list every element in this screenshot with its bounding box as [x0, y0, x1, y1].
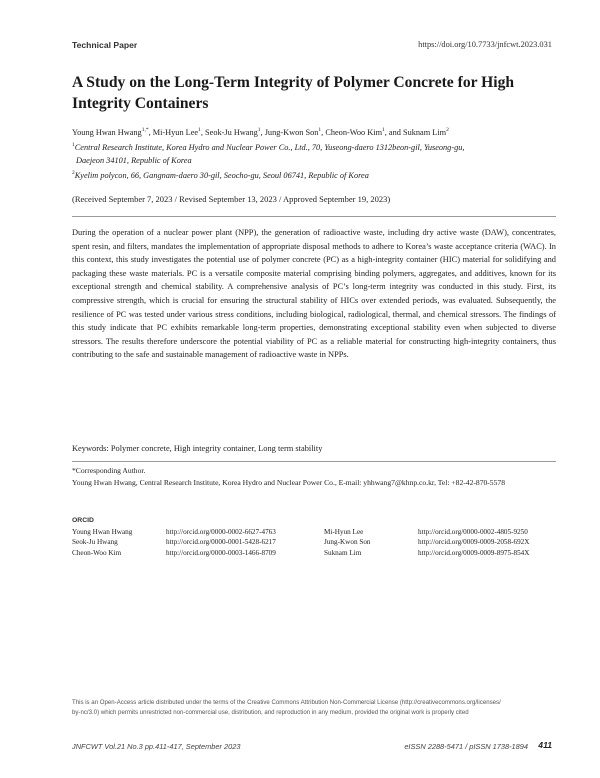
author-list [72, 124, 562, 139]
orcid-list-right [324, 527, 529, 558]
orcid-link[interactable]: http://orcid.org/0000-0003-1466-8709 [166, 548, 276, 557]
corresponding-details: Young Hwan Hwang, Central Research Institute, Korea Hydro and Nuclear Power Co., E-mail: yhhwang7@khnp.co.kr, Tel: +82-42-870-5578 [72, 477, 505, 487]
orcid-row [72, 548, 276, 558]
divider-bottom [72, 461, 556, 462]
author-name: Cheon-Woo Kim [325, 127, 383, 137]
orcid-row [324, 527, 529, 537]
license-line: This is an Open-Access article distributed under the terms of the Creative Commons Attribution Non-Commercial License (http://creativecommons.org/licenses/ [72, 699, 501, 706]
paper-title: A Study on the Long-Term Integrity of Polymer Concrete for High Integrity Containers [72, 74, 515, 112]
doi-link[interactable]: https://doi.org/10.7733/jnfcwt.2023.031 [418, 40, 552, 49]
affiliation-1-continued: Daejeon 34101, Republic of Korea [76, 155, 192, 165]
issn-info: eISSN 2288-5471 / pISSN 1738-1894 [404, 742, 528, 751]
author-name: Jung-Kwon Son [264, 127, 319, 137]
affiliation-mark: 1 [72, 141, 75, 148]
orcid-link[interactable]: http://orcid.org/0009-0009-2058-692X [418, 538, 530, 547]
author-separator: , [200, 127, 206, 137]
corresponding-author [72, 465, 556, 488]
author-affiliation-mark: 1 [198, 127, 201, 133]
author-affiliation-mark: 1,* [141, 127, 149, 133]
abstract-text: During the operation of a nuclear power plant (NPP), the generation of radioactive waste, including dry active waste (DAW), concentrates, spent resin, and filters, mandates the implementation of appropriate disposal methods to adhere to Korea’s waste acceptance criteria (WAC). In this context, this study investigates the potential use of polymer concrete (PC) as a high-integrity container (HIC) material for solidifying and packaging these waste materials. PC is a versatile composite material comprising binding polymers, aggregates, and additives, known for its exceptional strength and chemical stability. A comprehensive analysis of PC’s long-term integrity was conducted in this study. First, its compressive strength, which is crucial for ensuring the structural stability of HICs over extended periods, was evaluated. Subsequently, the resilience of PC was tested under various stress conditions, including biological, radiological, thermal, and chemical stressors. The findings of this study indicate that PC exhibits remarkable long-term properties, demonstrating exceptional stability even when subjected to diverse stressors. The results therefore underscore the potential viability of PC as a reliable material for constructing high-integrity containers, thus contributing to the safe and sustainable management of radioactive waste in NPPs. [72, 228, 556, 360]
orcid-author-name: Suknam Lim [324, 548, 362, 557]
orcid-author-name: Mi-Hyun Lee [324, 528, 364, 536]
author-name: Young Hwan Hwang [72, 127, 142, 137]
orcid-list-left [72, 527, 276, 558]
license-line: by-nc/3.0) which permits unrestricted non-commercial use, distribution, and reproduction in any medium, provided the original work is properly cited [72, 708, 469, 716]
author-name: Mi-Hyun Lee [152, 127, 199, 137]
affiliation-text: Kyelim polycon, 66, Gangnam-daero 30-gil, Seocho-gu, Seoul 06741, Republic of Korea [74, 170, 369, 180]
journal-citation: JNFCWT Vol.21 No.3 pp.411-417, September 2023 [72, 742, 241, 751]
author-separator: , [260, 127, 265, 137]
page-number: 411 [538, 740, 552, 750]
author-name: Seok-Ju Hwang [205, 127, 258, 137]
orcid-author-name: Young Hwan Hwang [72, 528, 133, 536]
author-name: Suknam Lim [402, 127, 447, 137]
affiliation-2 [72, 167, 562, 182]
author-affiliation-mark: 2 [446, 127, 449, 133]
divider-top [72, 216, 556, 217]
orcid-row [324, 548, 529, 558]
author-affiliation-mark: 1 [382, 127, 385, 133]
author-affiliation-mark: 1 [318, 127, 322, 133]
author-separator: , and [384, 127, 403, 137]
orcid-link[interactable]: http://orcid.org/0000-0002-4805-9250 [418, 528, 528, 536]
affiliation-1 [72, 139, 562, 154]
orcid-link[interactable]: http://orcid.org/0009-0009-8975-854X [418, 548, 530, 557]
corresponding-label: *Corresponding Author. [72, 466, 146, 475]
orcid-link[interactable]: http://orcid.org/0000-0002-6627-4763 [166, 528, 276, 536]
affiliation-text: Central Research Institute, Korea Hydro and Nuclear Power Co., Ltd., 70, Yuseong-daero 1312beon-gil, Yuseong-gu, [74, 142, 465, 152]
author-separator: , [148, 127, 153, 137]
license-notice [72, 698, 556, 717]
paper-type-label: Technical Paper [72, 40, 138, 50]
orcid-row [72, 527, 276, 537]
orcid-row [72, 537, 276, 547]
author-block [72, 124, 562, 181]
orcid-author-name: Seok-Ju Hwang [72, 538, 118, 547]
author-separator: , [321, 127, 326, 137]
orcid-row [324, 537, 529, 547]
keywords: Keywords: Polymer concrete, High integrity container, Long term stability [72, 444, 323, 453]
orcid-author-name: Jung-Kwon Son [324, 538, 371, 547]
submission-dates: (Received September 7, 2023 / Revised September 13, 2023 / Approved September 19, 2023) [72, 194, 391, 204]
author-affiliation-mark: 1 [257, 127, 261, 133]
orcid-author-name: Cheon-Woo Kim [72, 548, 122, 557]
orcid-link[interactable]: http://orcid.org/0000-0001-5428-6217 [166, 538, 276, 547]
affiliation-mark: 2 [72, 169, 75, 176]
orcid-heading: ORCID [72, 517, 94, 524]
